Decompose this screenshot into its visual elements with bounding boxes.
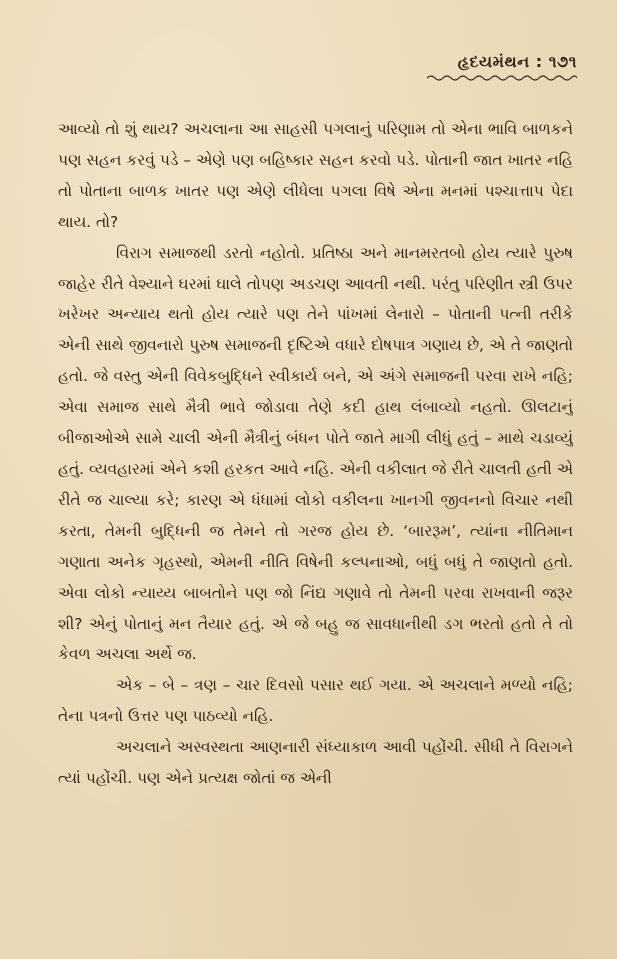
header-wavy-rule bbox=[427, 74, 577, 82]
running-title: હૃદયમંથન bbox=[457, 52, 530, 71]
header-separator: : bbox=[535, 52, 543, 71]
paragraph: અચલાને અસ્વસ્થતા આણનારી સંધ્યાકાળ આવી પહોંચી. સીધી તે વિરાગને ત્યાં પહોંચી. પણ એને પ્રત્યક્ષ જોતાં જ એની bbox=[58, 738, 573, 788]
paragraph: એક – બે – ત્રણ – ચાર દિવસો પસાર થઈ ગયા. એ અચલાને મળ્યો નહિ; તેના પત્રનો ઉત્તર પણ પાઠવ્યો નહિ. bbox=[58, 676, 573, 726]
running-head bbox=[427, 52, 577, 72]
page-number: ૧૭૧ bbox=[548, 52, 577, 71]
page-header bbox=[427, 52, 577, 82]
paragraph: આવ્યો તો શું થાય? અચલાના આ સાહસી પગલાનું પરિણામ તો એના ભાવિ બાળકને પણ સહન કરવું પડે – એણે પણ બહિષ્કાર સહન કરવો પડે. પોતાની જાત ખાતર નહિ તો પોતાના બાળક ખાતર પણ એણે લીધેલા પગલા વિષે એના મનમાં પશ્ચાત્તાપ પેદા થાય. તો? bbox=[58, 120, 573, 231]
paragraph: વિરાગ સમાજથી ડરતો નહોતો. પ્રતિષ્ઠા અને માનમરતબો હોય ત્યારે પુરુષ જાહેર રીતે વેશ્યાને ઘરમાં ઘાલે તોપણ અડચણ આવતી નથી. પરંતુ પરિણીત સ્ત્રી ઉપર ખરેખર અન્યાય થતો હોય ત્યારે પણ તેને પાંખમાં લેનારો – પોતાની પત્ની તરીકે એની સાથે જીવનારો પુરુષ સમાજની દૃષ્ટિએ વધારે દોષપાત્ર ગણાય છે, એ તે જાણતો હતો. જે વસ્તુ એની વિવેકબુદ્ધિને સ્વીકાર્ય બને, એ અંગે સમાજની પરવા રાખે નહિ; એવા સમાજ સાથે મૈત્રી ભાવે જોડાવા તેણે કદી હાથ લંબાવ્યો નહતો. ઊલટાનું બીજાઓએ સામે ચાલી એની મૈત્રીનું બંધન પોતે જાતે માગી લીધું હતું – માથે ચડાવ્યું હતું. વ્યવહારમાં એને કશી હરકત આવે નહિ. એની વકીલાત જે રીતે ચાલતી હતી એ રીતે જ ચાલ્યા કરે; કારણ એ ધંધામાં લોકો વકીલના ખાનગી જીવનનો વિચાર નથી કરતા, તેમની બુદ્ધિની જ તેમને તો ગરજ હોય છે. ‘બારરૂમ’, ત્યાંના નીતિમાન ગણાતા અનેક ગૃહસ્થો, એમની નીતિ વિષેની કલ્પનાઓ, બધું બધું તે જાણતો હતો. એવા લોકો ન્યાય્ય બાબતોને પણ જો નિંદ્ય ગણાવે તો તેમની પરવા રાખવાની જરૂર શી? એનું પોતાનું મન તૈયાર હતું. એ જે બહુ જ સાવધાનીથી ડગ ભરતો હતો તે તો કેવળ અચલા અર્થે જ. bbox=[58, 243, 573, 664]
body-text bbox=[58, 114, 573, 954]
